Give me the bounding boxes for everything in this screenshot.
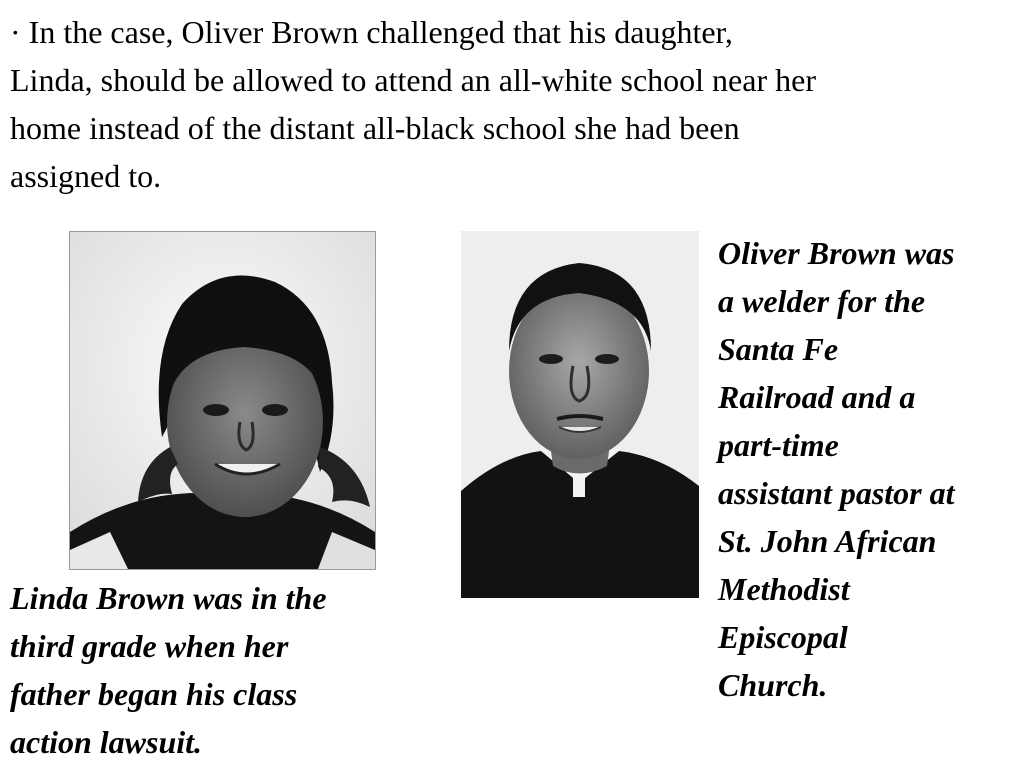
linda-portrait-drawing <box>70 232 375 569</box>
intro-line: home instead of the distant all-black school she had been <box>10 110 740 146</box>
intro-line: Linda, should be allowed to attend an all-white school near her <box>10 62 816 98</box>
oliver-caption-line: Railroad and a <box>718 379 916 415</box>
oliver-brown-photo <box>461 231 699 598</box>
linda-caption-line: action lawsuit. <box>10 724 203 760</box>
linda-brown-photo <box>69 231 376 570</box>
linda-caption-line: third grade when her <box>10 628 289 664</box>
intro-line: assigned to. <box>10 158 162 194</box>
oliver-caption <box>718 229 1018 709</box>
oliver-caption-line: Oliver Brown was <box>718 235 955 271</box>
oliver-caption-line: Church. <box>718 667 828 703</box>
oliver-caption-line: St. John African <box>718 523 937 559</box>
intro-line: · In the case, Oliver Brown challenged that his daughter, <box>10 14 733 50</box>
oliver-caption-line: Methodist <box>718 571 850 607</box>
linda-caption-line: father began his class <box>10 676 298 712</box>
oliver-caption-line: part-time <box>718 427 839 463</box>
oliver-portrait-drawing <box>461 231 699 598</box>
oliver-caption-line: assistant pastor at <box>718 475 955 511</box>
intro-paragraph <box>10 8 1020 200</box>
oliver-caption-line: Santa Fe <box>718 331 839 367</box>
linda-caption-line: Linda Brown was in the <box>10 580 327 616</box>
oliver-caption-line: a welder for the <box>718 283 926 319</box>
oliver-caption-line: Episcopal <box>718 619 848 655</box>
linda-caption <box>10 574 430 766</box>
